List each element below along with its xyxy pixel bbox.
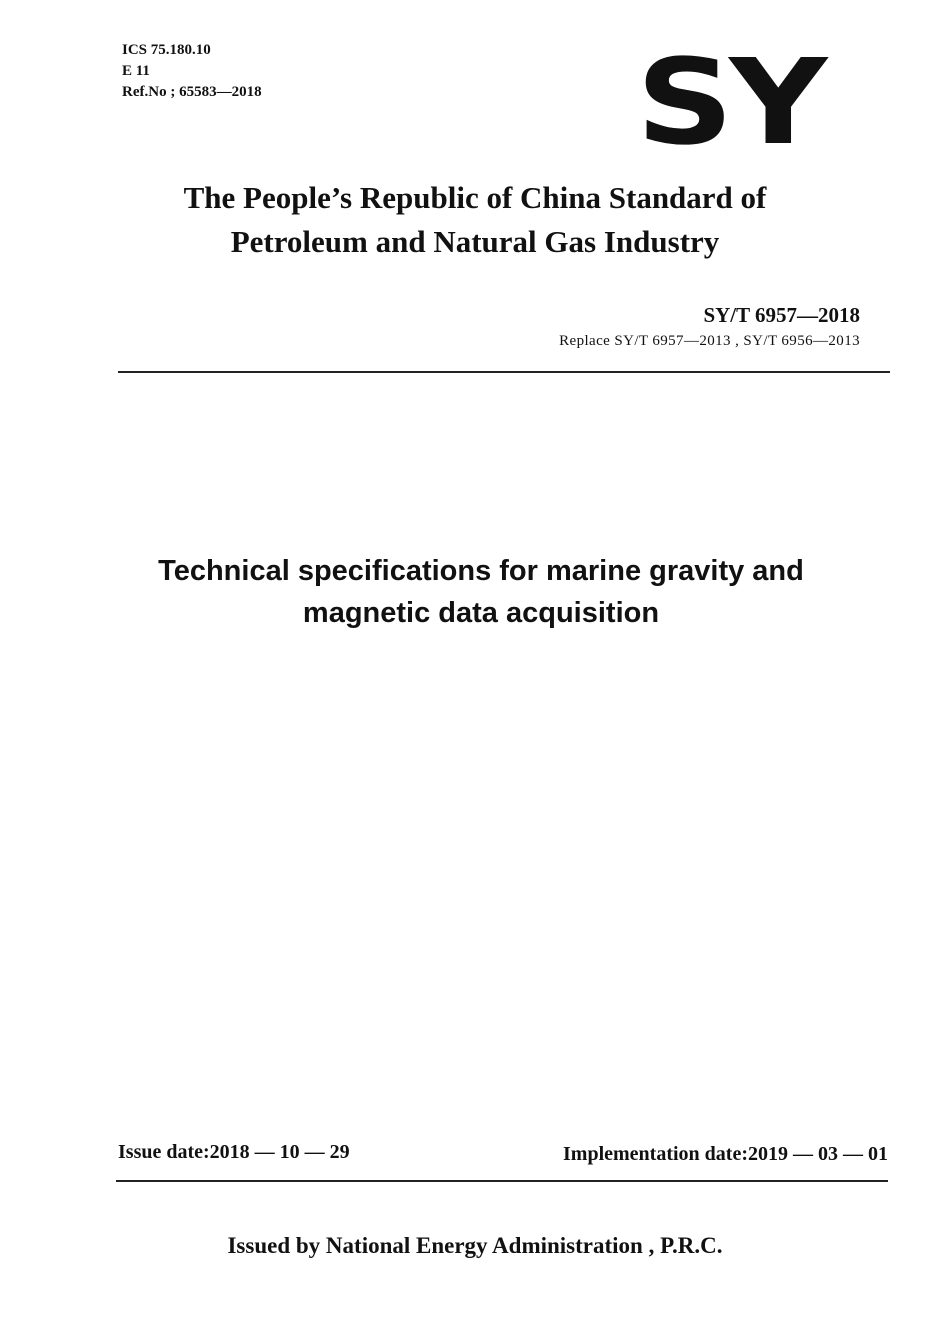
standard-number: SY/T 6957—2018 [703, 303, 860, 327]
bottom-divider [116, 1180, 888, 1182]
e-code: E 11 [122, 63, 150, 79]
reference-number: Ref.No ; 65583—2018 [122, 84, 262, 100]
header-line-1: The People’s Republic of China Standard of [183, 180, 767, 215]
title-line-2: magnetic data acquisition [302, 597, 660, 629]
standard-header [120, 176, 830, 264]
ics-code: ICS 75.180.10 [122, 42, 211, 58]
sy-logo: SY [636, 33, 823, 171]
classification-block [122, 40, 262, 103]
issue-date: Issue date:2018 — 10 — 29 [118, 1141, 350, 1163]
implementation-date: Implementation date:2019 — 03 — 01 [563, 1143, 888, 1165]
replaces-note: Replace SY/T 6957—2013 , SY/T 6956—2013 [559, 333, 860, 349]
header-line-2: Petroleum and Natural Gas Industry [230, 224, 720, 259]
title-line-1: Technical specifications for marine gravity and [158, 555, 804, 587]
document-title [60, 550, 902, 634]
top-divider [118, 371, 890, 373]
issuing-authority: Issued by National Energy Administration , P.R.C. [227, 1233, 723, 1258]
